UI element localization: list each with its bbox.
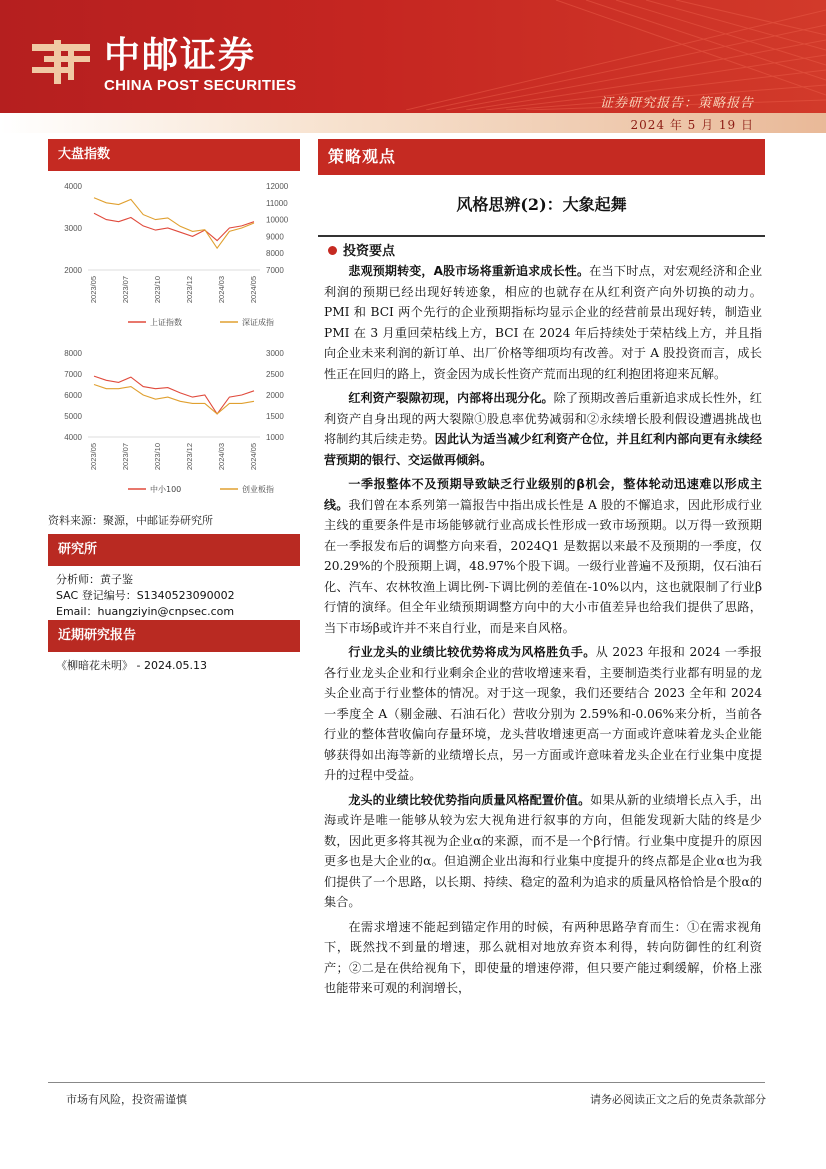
index-section-header: 大盘指数 (48, 139, 300, 171)
x-tick: 2023/12 (185, 443, 194, 471)
risk-warning: 市场有风险，投资需谨慎 (66, 1093, 187, 1106)
body-text (324, 261, 762, 1003)
recent-reports-header: 近期研究报告 (48, 620, 300, 652)
paragraph (324, 790, 762, 913)
paragraph-lead: 悲观预期转变，A股市场将重新追求成长性。 (348, 264, 590, 278)
x-tick: 2024/05 (249, 443, 258, 471)
paragraph-text: 我们曾在本系列第一篇报告中指出成长性是 A 股的不懈追求，因此形成行业主线的重要条件是市场能够就行业高成长性形成一致市场预期。以万得一致预期在一季报发布后的调整方向来看，2024Q1 是数据以来最不及预期的一季度，仅 20.29%的个股预期上调，48.97%个股下调。一级行业普遍不及预期，仅石油石化、汽车、农林牧渔上调比例-下调比例的差值在-10%以内，这也就限制了行业β行情的演绎。但全年业绩预期调整方向中的大小市值差异也给我们提供了思路，当下市场β或许并不来自行业，而是来自风格。 (324, 497, 762, 635)
y-tick-left: 5000 (64, 412, 82, 421)
paragraph (324, 917, 762, 999)
bullet-title (328, 240, 395, 259)
y-tick-right: 2000 (266, 391, 284, 400)
x-tick: 2023/10 (153, 443, 162, 471)
legend-label: 创业板指 (242, 485, 274, 494)
report-type: 证券研究报告：策略报告 (599, 96, 754, 111)
y-tick-left: 7000 (64, 370, 82, 379)
paragraph (324, 388, 762, 470)
analyst-name: 分析师：黄子鉴 (56, 573, 133, 586)
y-tick-right: 11000 (266, 198, 288, 208)
sac-number: SAC 登记编号：S1340523090002 (56, 589, 235, 602)
paragraph-lead: 行业龙头的业绩比较优势将成为风格胜负手。 (348, 645, 596, 659)
index-chart-1 (48, 178, 300, 333)
disclaimer-note: 请务必阅读正文之后的免责条款部分 (590, 1093, 766, 1106)
x-tick: 2023/10 (153, 276, 162, 304)
paragraph-text: 从 2023 年报和 2024 一季报各行业龙头企业和行业剩余企业的营收增速来看，主要制造类行业都有明显的龙头企业高于行业整体的情况。对于这一现象，我们还要结合 2023 全年和 2024 一季度全 A（剔金融、石油石化）营收分别为 2.59%和-0.06%来分析，当前各行业的整体营收偏向存量环境，龙头营收增速更高一方面或许意味着龙头企业能够获得如出海等新的业绩增长点，另一方面或许意味着龙头企业在行业集中度提升的过程中受益。 (324, 645, 762, 782)
x-tick: 2023/07 (121, 443, 130, 471)
y-tick-left: 6000 (64, 391, 82, 400)
y-tick-left: 4000 (64, 433, 82, 442)
x-tick: 2024/03 (217, 443, 226, 471)
report-title: 风格思辨(2)：大象起舞 (456, 195, 627, 214)
paragraph (324, 261, 762, 384)
series-line (94, 376, 254, 414)
legend-label: 中小100 (150, 485, 182, 494)
chart-1-svg (48, 178, 300, 333)
bullet-title-text: 投资要点 (343, 244, 396, 259)
paragraph-lead: 红利资产裂隙初现，内部将出现分化。 (348, 391, 554, 405)
x-tick: 2023/05 (89, 276, 98, 304)
brand-name-cn: 中邮证券 (104, 35, 257, 76)
footer-rule (48, 1082, 765, 1083)
chart-2-svg (48, 345, 300, 500)
y-tick-right: 3000 (266, 349, 284, 358)
research-section-header: 研究所 (48, 534, 300, 566)
y-tick-left: 3000 (64, 224, 82, 233)
series-line (94, 198, 254, 248)
section-label: 策略观点 (318, 139, 765, 175)
series-line (94, 385, 254, 414)
x-tick: 2023/12 (185, 276, 194, 304)
y-tick-right: 1500 (266, 412, 284, 421)
report-date: 2024 年 5 月 19 日 (630, 118, 754, 132)
y-tick-right: 12000 (266, 182, 289, 191)
china-post-logo-icon (28, 36, 94, 86)
y-tick-right: 2500 (266, 370, 284, 379)
x-tick: 2024/05 (249, 276, 258, 304)
y-tick-right: 10000 (266, 215, 289, 225)
y-tick-right: 7000 (266, 266, 284, 275)
paragraph-text: 如果从新的业绩增长点入手，出海或许是唯一能够从较为宏大视角进行叙事的方向，但能发现新大陆的终是少数，因此更多将其视为企业α的来源，而不是一个β行情。行业集中度提升的原因更多也是大企业的α。但追溯企业出海和行业集中度提升的终点都是企业α也为我们提供了一个思路，以长期、持续、稳定的盈利为追求的质量风格恰恰是个股α的集合。 (324, 792, 762, 909)
paragraph-text: 在当下时点，对宏观经济和企业利润的预期已经出现好转迹象，相应的也就存在从红利资产向外切换的动力。PMI 和 BCI 两个先行的企业预期指标均显示企业的经营前景出现好转，制造业 PMI 在 3 月重回荣枯线上方，BCI 在 2024 年后持续处于荣枯线上方，并且指向企业未来利润的新订单、出厂价格等细项均有改善。对于 A 股投资而言，成长性正在回归的路上，资金因为成长性资产荒而出现的红利抱团将迎来瓦解。 (324, 264, 763, 381)
paragraph-lead: 龙头的业绩比较优势指向质量风格配置价值。 (348, 792, 591, 807)
title-rule (318, 235, 765, 237)
paragraph (324, 474, 762, 638)
paragraph (324, 642, 762, 786)
legend-label: 深证成指 (242, 318, 274, 327)
y-tick-left: 4000 (64, 182, 82, 191)
paragraph-conclusion: 因此认为适当减少红利资产仓位，并且红利内部向更有永续经营预期的银行、交运做再倾斜。 (324, 432, 762, 467)
brand-name-en: CHINA POST SECURITIES (104, 77, 297, 94)
x-tick: 2023/05 (89, 443, 98, 471)
legend-label: 上证指数 (150, 318, 182, 327)
paragraph-text: 在需求增速不能起到锚定作用的时候，有两种思路孕育而生：①在需求视角下，既然找不到量的增速，那么就相对地放弃资本利得，转向防御性的红利资产；②二是在供给视角下，即使量的增速停滞，但只要产能过剩缓解，价格上涨也能带来可观的利润增长， (324, 919, 762, 995)
y-tick-right: 8000 (266, 249, 284, 259)
index-chart-2 (48, 345, 300, 500)
bullet-dot-icon (328, 246, 337, 255)
paragraph-lead: 一季报整体不及预期导致缺乏行业级别的β机会，整体轮动迅速难以形成主线。 (324, 477, 762, 512)
analyst-email[interactable]: Email：huangziyin@cnpsec.com (56, 605, 235, 618)
y-tick-left: 8000 (64, 349, 82, 358)
x-tick: 2023/07 (121, 276, 130, 304)
y-tick-right: 9000 (266, 232, 284, 242)
series-line (94, 213, 254, 240)
paragraph-text: 除了预期改善后重新追求成长性外，红利资产自身出现的两大裂隙①股息率优势减弱和②永续增长股利假设遭遇挑战也将制约其后续走势。 (324, 391, 762, 446)
recent-report-item[interactable]: 《柳暗花未明》 - 2024.05.13 (56, 659, 207, 672)
chart-source-note: 资料来源：聚源，中邮证券研究所 (48, 514, 213, 527)
y-tick-left: 2000 (64, 266, 82, 275)
x-tick: 2024/03 (217, 276, 226, 304)
y-tick-right: 1000 (266, 433, 284, 442)
